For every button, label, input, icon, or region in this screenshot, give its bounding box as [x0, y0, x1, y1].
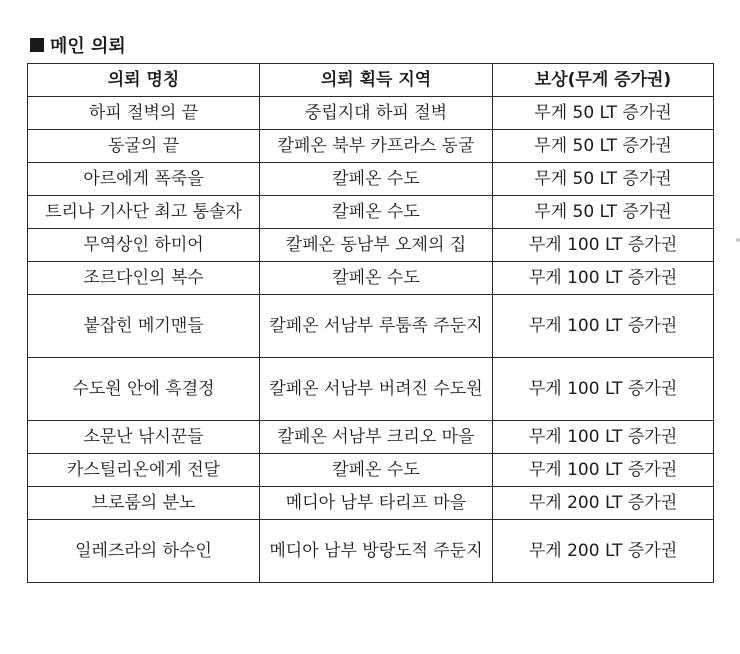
region-cell: 칼페온 동남부 오제의 집 — [260, 229, 493, 262]
table-row — [28, 520, 714, 583]
quest-name-cell: 소문난 낚시꾼들 — [28, 421, 260, 454]
quest-name-cell: 동굴의 끝 — [28, 130, 260, 163]
square-bullet-icon — [30, 38, 44, 52]
table-row — [28, 454, 714, 487]
reward-cell: 무게 50 LT 증가권 — [493, 163, 714, 196]
reward-cell: 무게 100 LT 증가권 — [493, 421, 714, 454]
table-row — [28, 97, 714, 130]
quest-name-cell: 카스틸리온에게 전달 — [28, 454, 260, 487]
quest-name-cell: 수도원 안에 흑결정 — [28, 358, 260, 421]
table-header-row — [28, 64, 714, 97]
table-row — [28, 163, 714, 196]
reward-cell: 무게 100 LT 증가권 — [493, 295, 714, 358]
region-cell: 칼페온 서남부 루툼족 주둔지 — [260, 295, 493, 358]
region-cell: 메디아 남부 방랑도적 주둔지 — [260, 520, 493, 583]
column-header-region: 의뢰 획득 지역 — [260, 64, 493, 97]
reward-cell: 무게 100 LT 증가권 — [493, 358, 714, 421]
column-header-reward: 보상(무게 증가권) — [493, 64, 714, 97]
region-cell: 칼페온 서남부 크리오 마을 — [260, 421, 493, 454]
section-title-text: 메인 의뢰 — [50, 36, 126, 57]
quest-name-cell: 조르다인의 복수 — [28, 262, 260, 295]
column-header-quest-name: 의뢰 명칭 — [28, 64, 260, 97]
reward-cell: 무게 200 LT 증가권 — [493, 520, 714, 583]
table-row — [28, 487, 714, 520]
region-cell: 칼페온 수도 — [260, 163, 493, 196]
quest-name-cell: 무역상인 하미어 — [28, 229, 260, 262]
region-cell: 칼페온 서남부 버려진 수도원 — [260, 358, 493, 421]
quest-name-cell: 브로룸의 분노 — [28, 487, 260, 520]
quest-table — [27, 63, 714, 583]
reward-cell: 무게 50 LT 증가권 — [493, 196, 714, 229]
section-title — [30, 34, 126, 56]
region-cell: 칼페온 수도 — [260, 196, 493, 229]
reward-cell: 무게 100 LT 증가권 — [493, 262, 714, 295]
region-cell: 메디아 남부 타리프 마을 — [260, 487, 493, 520]
table-row — [28, 229, 714, 262]
quest-name-cell: 하피 절벽의 끝 — [28, 97, 260, 130]
quest-name-cell: 일레즈라의 하수인 — [28, 520, 260, 583]
quest-name-cell: 트리나 기사단 최고 통솔자 — [28, 196, 260, 229]
region-cell: 칼페온 북부 카프라스 동굴 — [260, 130, 493, 163]
quest-name-cell: 아르에게 폭죽을 — [28, 163, 260, 196]
reward-cell: 무게 100 LT 증가권 — [493, 229, 714, 262]
reward-cell: 무게 200 LT 증가권 — [493, 487, 714, 520]
table-row — [28, 196, 714, 229]
table-row — [28, 421, 714, 454]
table-row — [28, 295, 714, 358]
table-row — [28, 130, 714, 163]
scroll-indicator — [736, 238, 740, 242]
region-cell: 칼페온 수도 — [260, 262, 493, 295]
region-cell: 칼페온 수도 — [260, 454, 493, 487]
reward-cell: 무게 50 LT 증가권 — [493, 97, 714, 130]
table-row — [28, 262, 714, 295]
region-cell: 중립지대 하피 절벽 — [260, 97, 493, 130]
quest-name-cell: 붙잡힌 메기맨들 — [28, 295, 260, 358]
reward-cell: 무게 50 LT 증가권 — [493, 130, 714, 163]
reward-cell: 무게 100 LT 증가권 — [493, 454, 714, 487]
table-row — [28, 358, 714, 421]
